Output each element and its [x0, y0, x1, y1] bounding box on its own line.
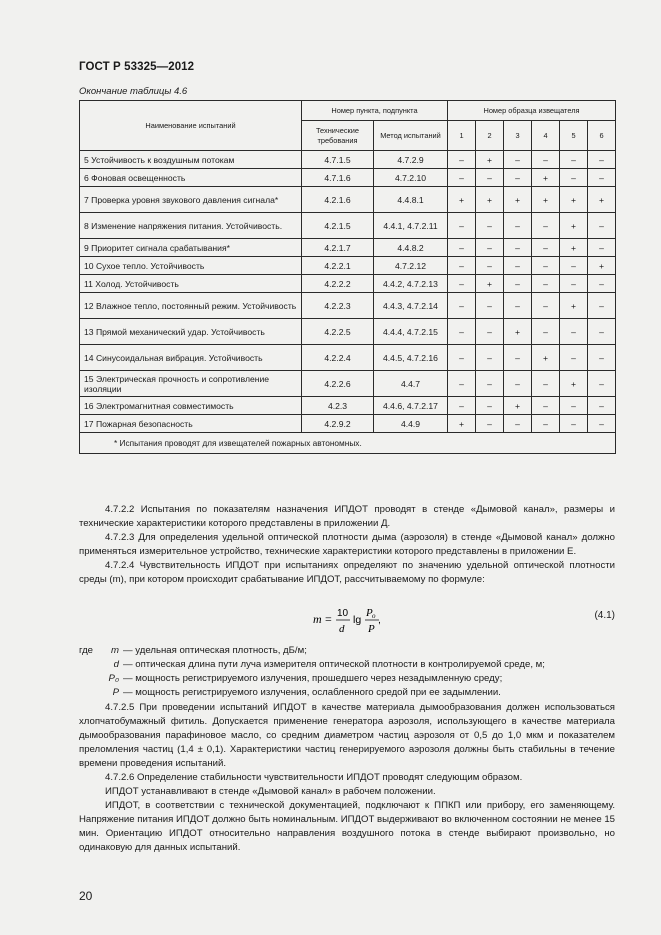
sample-mark-cell: – [588, 275, 616, 293]
sample-mark-cell: + [588, 257, 616, 275]
test-method-cell: 4.4.2, 4.7.2.13 [374, 275, 448, 293]
test-method-cell: 4.4.3, 4.7.2.14 [374, 293, 448, 319]
svg-text:m: m [313, 612, 322, 626]
sample-mark-cell: – [476, 371, 504, 397]
sample-mark-cell: – [560, 169, 588, 187]
tech-requirement-cell: 4.2.1.5 [302, 213, 374, 239]
sample-mark-cell: – [504, 213, 532, 239]
table-row [80, 293, 616, 319]
document-header: ГОСТ Р 53325—2012 [79, 61, 195, 73]
sample-mark-cell: – [560, 257, 588, 275]
sample-mark-cell: – [504, 371, 532, 397]
sample-mark-cell: – [588, 239, 616, 257]
sample-mark-cell: – [532, 151, 560, 169]
body-text-block-1 [79, 503, 615, 587]
sample-mark-cell: – [560, 151, 588, 169]
sample-mark-cell: + [560, 213, 588, 239]
test-name-cell: 7 Проверка уровня звукового давления сигнала* [80, 187, 302, 213]
formula-expression [309, 602, 459, 638]
sample-mark-cell: – [504, 345, 532, 371]
test-name-cell: 11 Холод. Устойчивость [80, 275, 302, 293]
sample-mark-cell: – [588, 213, 616, 239]
sample-mark-cell: + [476, 275, 504, 293]
sample-mark-cell: – [476, 239, 504, 257]
table-row [80, 257, 616, 275]
sample-mark-cell: – [560, 397, 588, 415]
symbol-definition: — мощность регистрируемого излучения, ослабленного средой при ее задымлении. [123, 687, 501, 698]
test-method-cell: 4.4.5, 4.7.2.16 [374, 345, 448, 371]
sample-mark-cell: – [588, 397, 616, 415]
sample-mark-cell: – [532, 415, 560, 433]
symbol-definitions [79, 644, 615, 700]
test-method-cell: 4.4.7 [374, 371, 448, 397]
sample-mark-cell: + [448, 415, 476, 433]
sample-number: 3 [504, 121, 532, 151]
symbol-definition: — мощность регистрируемого излучения, прошедшего через незадымленную среду; [123, 673, 503, 684]
svg-text:P: P [366, 607, 373, 619]
sample-mark-cell: – [448, 239, 476, 257]
table-row [80, 187, 616, 213]
sample-mark-cell: + [560, 187, 588, 213]
table-row [80, 415, 616, 433]
sample-mark-cell: – [476, 213, 504, 239]
sample-mark-cell: – [448, 319, 476, 345]
sample-mark-cell: – [448, 169, 476, 187]
test-name-cell: 16 Электромагнитная совместимость [80, 397, 302, 415]
table-row [80, 397, 616, 415]
symbol: d [113, 659, 119, 670]
sample-mark-cell: + [476, 187, 504, 213]
symbol: m [111, 645, 119, 656]
formula [79, 602, 615, 638]
test-name-cell: 10 Сухое тепло. Устойчивость [80, 257, 302, 275]
sample-number: 5 [560, 121, 588, 151]
sample-mark-cell: + [504, 187, 532, 213]
tech-requirement-cell: 4.2.3 [302, 397, 374, 415]
tech-requirement-cell: 4.2.9.2 [302, 415, 374, 433]
col-header-sample-group: Номер образца извещателя [448, 101, 616, 121]
tech-requirement-cell: 4.2.2.4 [302, 345, 374, 371]
sample-mark-cell: – [532, 239, 560, 257]
col-header-method: Метод испытаний [374, 121, 448, 151]
sample-mark-cell: – [588, 345, 616, 371]
sample-mark-cell: + [532, 187, 560, 213]
svg-text:P: P [368, 623, 375, 635]
sample-mark-cell: + [532, 169, 560, 187]
col-header-name: Наименование испытаний [80, 101, 302, 151]
test-name-cell: 15 Электрическая прочность и сопротивление изоляции [80, 371, 302, 397]
sample-mark-cell: + [504, 319, 532, 345]
table-row [80, 169, 616, 187]
svg-text:o: o [372, 612, 376, 620]
sample-mark-cell: – [560, 275, 588, 293]
tech-requirement-cell: 4.7.1.5 [302, 151, 374, 169]
test-method-cell: 4.7.2.12 [374, 257, 448, 275]
sample-mark-cell: – [532, 275, 560, 293]
sample-mark-cell: – [588, 169, 616, 187]
test-method-cell: 4.7.2.9 [374, 151, 448, 169]
sample-mark-cell: – [560, 415, 588, 433]
table-row [80, 319, 616, 345]
sample-mark-cell: – [448, 371, 476, 397]
svg-text:10: 10 [337, 608, 349, 619]
sample-mark-cell: – [448, 213, 476, 239]
symbol: P [112, 687, 119, 698]
sample-mark-cell: + [448, 187, 476, 213]
col-header-point-group: Номер пункта, подпункта [302, 101, 448, 121]
sample-mark-cell: – [588, 371, 616, 397]
paragraph: 4.7.2.5 При проведении испытаний ИПДОТ в качестве материала дымообразования должен использоваться хлопчатобумажный фитиль. Допускается применение генератора аэрозоля, использующего в качестве материала дымообразования парафиновое масло, со средним диаметром частиц аэрозоля от 0,5 до 1,0 мкм и показателем преломления частиц (1,4 ± 0,1). Характеристики частиц генерируемого аэрозоля должны быть стабильны в течение времени проведения испытаний. [79, 702, 615, 769]
table-row [80, 151, 616, 169]
sample-mark-cell: – [588, 415, 616, 433]
sample-mark-cell: – [532, 397, 560, 415]
paragraph: 4.7.2.3 Для определения удельной оптической плотности дыма (аэрозоля) в стенде «Дымовой канал» должно применяться измерительное устройство, технические характеристики которого представлены в приложении Е. [79, 532, 615, 557]
svg-text:,: , [378, 614, 381, 626]
sample-mark-cell: – [448, 257, 476, 275]
sample-mark-cell: – [476, 293, 504, 319]
tech-requirement-cell: 4.2.2.3 [302, 293, 374, 319]
where-lead: где [79, 645, 94, 656]
sample-mark-cell: – [504, 293, 532, 319]
sample-mark-cell: + [588, 187, 616, 213]
sample-mark-cell: – [588, 293, 616, 319]
test-method-cell: 4.4.4, 4.7.2.15 [374, 319, 448, 345]
sample-mark-cell: + [560, 371, 588, 397]
test-name-cell: 13 Прямой механический удар. Устойчивость [80, 319, 302, 345]
test-method-cell: 4.4.8.1 [374, 187, 448, 213]
sample-number: 2 [476, 121, 504, 151]
paragraph: 4.7.2.2 Испытания по показателям назначения ИПДОТ проводят в стенде «Дымовой канал», размеры и технические характеристики которого представлены в приложении Д. [79, 504, 615, 529]
sample-mark-cell: – [504, 257, 532, 275]
sample-mark-cell: – [588, 319, 616, 345]
paragraph: 4.7.2.4 Чувствительность ИПДОТ при испытаниях определяют по значению удельной оптической плотности среды (m), при котором происходит срабатывание ИПДОТ, рассчитываемому по формуле: [79, 560, 615, 585]
sample-number: 6 [588, 121, 616, 151]
sample-mark-cell: – [476, 319, 504, 345]
test-name-cell: 6 Фоновая освещенность [80, 169, 302, 187]
tech-requirement-cell: 4.2.2.2 [302, 275, 374, 293]
table-row [80, 345, 616, 371]
tech-requirement-cell: 4.2.2.1 [302, 257, 374, 275]
col-header-tech: Технические требования [302, 121, 374, 151]
body-text-block-2 [79, 701, 615, 855]
test-table [79, 100, 616, 454]
test-name-cell: 5 Устойчивость к воздушным потокам [80, 151, 302, 169]
sample-mark-cell: – [448, 151, 476, 169]
paragraph: 4.7.2.6 Определение стабильности чувствительности ИПДОТ проводят следующим образом. [105, 772, 523, 783]
test-name-cell: 9 Приоритет сигнала срабатывания* [80, 239, 302, 257]
tech-requirement-cell: 4.2.1.6 [302, 187, 374, 213]
table-row [80, 371, 616, 397]
sample-mark-cell: + [532, 345, 560, 371]
sample-mark-cell: – [476, 345, 504, 371]
tech-requirement-cell: 4.2.2.5 [302, 319, 374, 345]
tech-requirement-cell: 4.2.1.7 [302, 239, 374, 257]
test-method-cell: 4.4.6, 4.7.2.17 [374, 397, 448, 415]
test-method-cell: 4.4.8.2 [374, 239, 448, 257]
table-row [80, 275, 616, 293]
sample-mark-cell: – [476, 415, 504, 433]
sample-mark-cell: – [504, 169, 532, 187]
tech-requirement-cell: 4.7.1.6 [302, 169, 374, 187]
sample-mark-cell: + [560, 293, 588, 319]
sample-mark-cell: + [504, 397, 532, 415]
sample-mark-cell: – [504, 151, 532, 169]
table-row [80, 213, 616, 239]
sample-mark-cell: – [588, 151, 616, 169]
test-method-cell: 4.4.9 [374, 415, 448, 433]
sample-mark-cell: – [448, 293, 476, 319]
sample-mark-cell: – [532, 257, 560, 275]
sample-mark-cell: – [532, 213, 560, 239]
symbol: P₀ [108, 673, 119, 684]
svg-text:=: = [325, 612, 332, 626]
svg-text:lg: lg [353, 614, 362, 626]
sample-mark-cell: – [448, 397, 476, 415]
test-name-cell: 12 Влажное тепло, постоянный режим. Устойчивость [80, 293, 302, 319]
sample-mark-cell: – [504, 275, 532, 293]
sample-number: 1 [448, 121, 476, 151]
test-method-cell: 4.4.1, 4.7.2.11 [374, 213, 448, 239]
sample-mark-cell: – [504, 415, 532, 433]
page-number: 20 [79, 889, 93, 903]
sample-mark-cell: – [476, 257, 504, 275]
paragraph: ИПДОТ устанавливают в стенде «Дымовой канал» в рабочем положении. [105, 786, 436, 797]
sample-mark-cell: – [448, 345, 476, 371]
formula-number: (4.1) [594, 610, 615, 621]
symbol-definition: — удельная оптическая плотность, дБ/м; [123, 645, 307, 656]
sample-mark-cell: – [532, 319, 560, 345]
sample-mark-cell: + [560, 239, 588, 257]
symbol-definition: — оптическая длина пути луча измерителя оптической плотности в контролируемой среде, м; [123, 659, 545, 670]
sample-mark-cell: – [532, 371, 560, 397]
table-caption: Окончание таблицы 4.6 [79, 86, 188, 97]
svg-text:d: d [339, 623, 345, 635]
tech-requirement-cell: 4.2.2.6 [302, 371, 374, 397]
sample-mark-cell: – [476, 397, 504, 415]
test-name-cell: 17 Пожарная безопасность [80, 415, 302, 433]
sample-mark-cell: – [448, 275, 476, 293]
sample-mark-cell: – [560, 345, 588, 371]
paragraph: ИПДОТ, в соответствии с технической документацией, подключают к ППКП или прибору, его заменяющему. Напряжение питания ИПДОТ должно быть номинальным. ИПДОТ выдерживают во включенном состоянии не менее 15 мин. Ориентацию ИПДОТ относительно направления воздушного потока в стенде выбирают произвольно, но одинаковую для данных испытаний. [79, 800, 615, 853]
sample-mark-cell: – [476, 169, 504, 187]
test-name-cell: 14 Синусоидальная вибрация. Устойчивость [80, 345, 302, 371]
sample-mark-cell: + [476, 151, 504, 169]
table-footnote: * Испытания проводят для извещателей пожарных автономных. [80, 433, 616, 454]
table-row [80, 239, 616, 257]
sample-number: 4 [532, 121, 560, 151]
sample-mark-cell: – [504, 239, 532, 257]
test-method-cell: 4.7.2.10 [374, 169, 448, 187]
test-name-cell: 8 Изменение напряжения питания. Устойчивость. [80, 213, 302, 239]
sample-mark-cell: – [532, 293, 560, 319]
sample-mark-cell: – [560, 319, 588, 345]
